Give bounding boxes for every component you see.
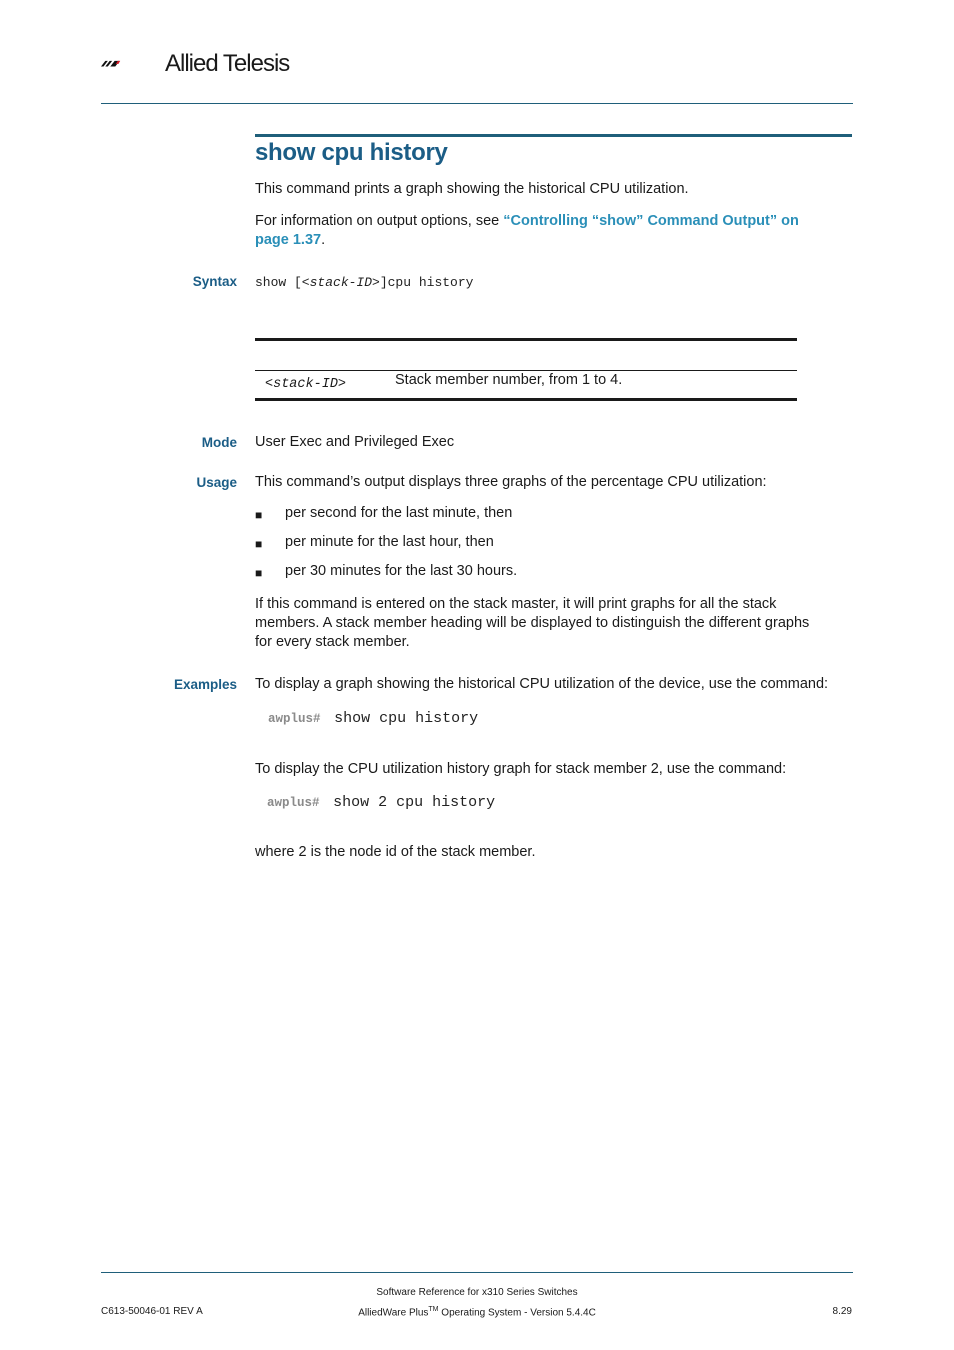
- trademark-mark: TM: [428, 1306, 439, 1313]
- footer-version: Operating System - Version 5.4.4C: [438, 1307, 596, 1319]
- mode-label: Mode: [201, 435, 237, 450]
- table-description-cell: Stack member number, from 1 to 4.: [395, 372, 623, 388]
- syntax-param: stack-ID: [309, 275, 373, 290]
- syntax-command: [255, 275, 473, 290]
- footer-doc-id: C613-50046-01 REV A: [101, 1306, 203, 1317]
- param-open: <: [265, 377, 274, 392]
- cross-reference-link-page[interactable]: page 1.37: [255, 232, 322, 248]
- usage-note-line: If this command is entered on the stack master, it will print graphs for all the stack: [255, 596, 777, 612]
- syntax-label: Syntax: [192, 274, 237, 289]
- mode-text: User Exec and Privileged Exec: [255, 434, 455, 450]
- table-top-rule: [255, 338, 797, 341]
- list-item: per 30 minutes for the last 30 hours.: [285, 563, 518, 579]
- info-prefix: For information on output options, see: [255, 213, 504, 229]
- usage-note-line: members. A stack member heading will be displayed to distinguish the different graphs: [255, 615, 810, 631]
- footer-divider: [101, 1272, 853, 1273]
- usage-text: This command’s output displays three graphs of the percentage CPU utilization:: [255, 474, 767, 490]
- title-rule: [255, 134, 852, 137]
- company-logo-text: Allied Telesis: [165, 50, 290, 77]
- footer-product-name: AlliedWare Plus: [358, 1307, 429, 1319]
- usage-note: [255, 595, 852, 652]
- param-close: >: [337, 377, 347, 392]
- table-param-cell: [265, 377, 346, 392]
- syntax-prefix: show [<: [255, 275, 310, 290]
- table-bottom-rule: [255, 398, 797, 401]
- cli-command: show cpu history: [334, 710, 479, 727]
- example-command-line: [268, 709, 478, 727]
- usage-label: Usage: [196, 475, 237, 490]
- bullet-marker: ■: [255, 508, 263, 522]
- list-item: per second for the last minute, then: [285, 505, 513, 521]
- syntax-suffix: >]cpu history: [372, 275, 474, 290]
- table-header-rule: [255, 370, 797, 371]
- allied-telesis-logo-icon: [101, 52, 163, 76]
- info-paragraph: [255, 212, 852, 250]
- list-item: per minute for the last hour, then: [285, 534, 494, 550]
- page-number: 8.29: [832, 1306, 852, 1317]
- bullet-marker: ■: [255, 537, 263, 551]
- page-title: show cpu history: [255, 139, 448, 166]
- cli-command: show 2 cpu history: [333, 794, 496, 811]
- example-intro: To display a graph showing the historical CPU utilization of the device, use the command:: [255, 676, 829, 692]
- intro-paragraph: This command prints a graph showing the historical CPU utilization.: [255, 181, 689, 197]
- cross-reference-link[interactable]: “Controlling “show” Command Output” on: [503, 213, 799, 229]
- examples-label: Examples: [173, 677, 237, 692]
- param-name: stack-ID: [273, 377, 338, 392]
- usage-note-line: for every stack member.: [255, 634, 410, 650]
- info-suffix: .: [321, 232, 326, 248]
- header-divider: [101, 103, 853, 104]
- bullet-marker: ■: [255, 566, 263, 580]
- example-intro: To display the CPU utilization history graph for stack member 2, use the command:: [255, 761, 787, 777]
- cli-prompt: awplus#: [268, 712, 321, 726]
- example-note: where 2 is the node id of the stack member.: [255, 844, 536, 860]
- footer-title: Software Reference for x310 Series Switches: [376, 1287, 578, 1298]
- example-command-line: [267, 793, 495, 811]
- cli-prompt: awplus#: [267, 796, 320, 810]
